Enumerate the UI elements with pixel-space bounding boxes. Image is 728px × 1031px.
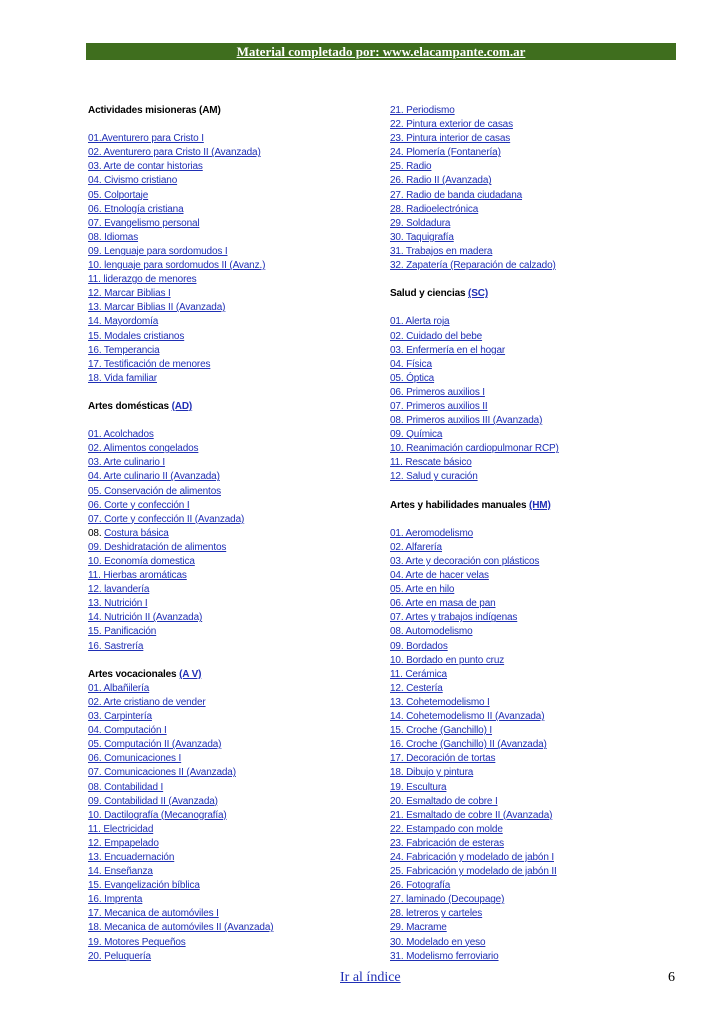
list-item xyxy=(88,259,378,273)
badge-link[interactable]: 12. Marcar Biblias I xyxy=(88,288,171,300)
list-item xyxy=(390,499,690,513)
badge-link[interactable]: 27. Radio de banda ciudadana xyxy=(390,189,523,201)
badge-link[interactable]: 06. Arte en masa de pan xyxy=(390,598,496,610)
list-item xyxy=(390,921,690,935)
badge-link[interactable]: 03. Arte y decoración con plásticos xyxy=(390,556,540,567)
badge-link[interactable]: 17. Mecanica de automóviles I xyxy=(88,908,219,920)
list-item xyxy=(390,456,690,470)
badge-link[interactable]: 25. Fabricación y modelado de jabón II xyxy=(390,866,557,878)
index-link[interactable]: Ir al índice xyxy=(340,970,401,985)
badge-link[interactable]: 15. Evangelización bíblica xyxy=(88,880,200,892)
list-item xyxy=(390,795,690,809)
list-item xyxy=(88,358,378,372)
badge-link[interactable]: 03. Arte culinario I xyxy=(88,457,166,469)
badge-link[interactable]: 19. Escultura xyxy=(390,781,447,793)
badge-link[interactable]: 07. Primeros auxilios II xyxy=(390,400,488,412)
list-item xyxy=(390,189,690,203)
list-item xyxy=(88,950,378,964)
list-item xyxy=(390,287,690,301)
list-item xyxy=(88,907,378,921)
list-item xyxy=(88,823,378,837)
badge-link[interactable]: 25. Radio xyxy=(390,161,432,173)
badge-link[interactable]: 14. Nutrición II (Avanzada) xyxy=(88,612,203,624)
list-item xyxy=(390,611,690,625)
list-item xyxy=(390,893,690,907)
list-item xyxy=(390,752,690,766)
badge-link[interactable]: 03. Carpintería xyxy=(88,711,152,723)
header-banner xyxy=(86,43,676,60)
list-item xyxy=(390,217,690,231)
list-item xyxy=(390,879,690,893)
badge-link[interactable]: 04. Física xyxy=(390,358,432,370)
list-item xyxy=(390,358,690,372)
list-item xyxy=(88,428,378,442)
list-item xyxy=(390,315,690,329)
badge-link[interactable]: 13. Encuadernación xyxy=(88,851,175,863)
list-item xyxy=(88,330,378,344)
list-item xyxy=(390,682,690,696)
list-item xyxy=(88,513,378,527)
badge-link[interactable]: 06. Comunicaciones I xyxy=(88,753,182,765)
list-item xyxy=(390,597,690,611)
badge-link[interactable]: 22. Pintura exterior de casas xyxy=(390,119,513,131)
badge-link[interactable]: 16. Sastrería xyxy=(88,640,144,652)
list-item xyxy=(88,851,378,865)
list-item xyxy=(88,541,378,555)
badge-link[interactable]: 01. Aeromodelismo xyxy=(390,527,474,539)
list-item xyxy=(390,766,690,780)
badge-link[interactable]: 10. Dactilografía (Mecanografía) xyxy=(88,809,227,821)
list-item xyxy=(88,795,378,809)
list-item xyxy=(390,104,690,118)
badge-link[interactable]: 16. Temperancia xyxy=(88,344,160,356)
list-item xyxy=(390,668,690,682)
list-item xyxy=(88,456,378,470)
list-item xyxy=(390,259,690,273)
list-item xyxy=(88,710,378,724)
badge-link[interactable]: 20. Peluquería xyxy=(88,950,151,962)
list-item xyxy=(88,555,378,569)
badge-link[interactable]: 29. Soldadura xyxy=(390,217,451,229)
badge-link[interactable]: 11. Rescate básico xyxy=(390,457,472,469)
badge-link[interactable]: 10. Economía domestica xyxy=(88,556,195,567)
list-item xyxy=(390,781,690,795)
list-item xyxy=(88,766,378,780)
badge-link[interactable]: 09. Contabilidad II (Avanzada) xyxy=(88,795,218,807)
badge-link[interactable]: 07. Comunicaciones II (Avanzada) xyxy=(88,767,236,779)
list-item xyxy=(88,485,378,499)
blank-line xyxy=(88,386,378,400)
badge-link[interactable]: 12. Salud y curación xyxy=(390,471,478,483)
list-item xyxy=(88,936,378,950)
badge-link[interactable]: 04. Arte de hacer velas xyxy=(390,570,489,582)
badge-link[interactable]: 17. Decoración de tortas xyxy=(390,753,496,765)
list-item xyxy=(390,738,690,752)
list-item xyxy=(88,174,378,188)
list-item xyxy=(88,682,378,696)
list-item xyxy=(390,118,690,132)
badge-link[interactable]: 05. Óptica xyxy=(390,372,435,384)
badge-link[interactable]: 07. Evangelismo personal xyxy=(88,217,200,229)
badge-link[interactable]: 06. Primeros auxilios I xyxy=(390,386,485,398)
badge-link[interactable]: 10. Bordado en punto cruz xyxy=(390,654,505,666)
list-item xyxy=(88,231,378,245)
list-item xyxy=(390,555,690,569)
badge-link[interactable]: 08. Automodelismo xyxy=(390,626,473,638)
badge-link[interactable]: 10. lenguaje para sordomudos II (Avanz.) xyxy=(88,260,266,272)
badge-link[interactable]: 32. Zapatería (Reparación de calzado) xyxy=(390,260,556,272)
left-column xyxy=(88,104,378,964)
badge-link[interactable]: 11. Electricidad xyxy=(88,823,154,835)
list-item xyxy=(390,132,690,146)
list-item xyxy=(88,837,378,851)
badge-link[interactable]: 08. Primeros auxilios III (Avanzada) xyxy=(390,415,543,427)
badge-link[interactable]: 13. Nutrición I xyxy=(88,598,148,610)
badge-link[interactable]: 04. Computación I xyxy=(88,725,167,737)
section-heading: Artes domésticas xyxy=(88,400,172,412)
badge-link[interactable]: 07. Corte y confección II (Avanzada) xyxy=(88,513,245,525)
badge-link[interactable]: 12. Cestería xyxy=(390,682,443,694)
list-item xyxy=(88,583,378,597)
list-item xyxy=(88,781,378,795)
badge-link[interactable]: Costura básica xyxy=(104,527,169,539)
list-item xyxy=(390,837,690,851)
badge-link[interactable]: 19. Motores Pequeños xyxy=(88,936,186,948)
badge-link[interactable]: 03. Arte de contar historias xyxy=(88,161,203,173)
list-item xyxy=(390,414,690,428)
badge-link[interactable]: 14. Enseñanza xyxy=(88,866,153,878)
list-item xyxy=(88,611,378,625)
badge-link[interactable]: 08. Idiomas xyxy=(88,231,139,243)
list-item xyxy=(390,936,690,950)
list-item xyxy=(88,287,378,301)
badge-link[interactable]: 01. Albañilería xyxy=(88,682,150,694)
list-item xyxy=(88,132,378,146)
badge-link[interactable]: 24. Plomería (Fontanería) xyxy=(390,147,501,159)
badge-link[interactable]: 08. Contabilidad I xyxy=(88,781,164,793)
list-item xyxy=(390,696,690,710)
list-item xyxy=(390,203,690,217)
list-item xyxy=(88,344,378,358)
list-item xyxy=(88,893,378,907)
list-item xyxy=(88,400,378,414)
badge-link[interactable]: 05. Colportaje xyxy=(88,189,149,201)
badge-link[interactable]: 28. letreros y carteles xyxy=(390,908,483,920)
badge-link[interactable]: 24. Fabricación y modelado de jabón I xyxy=(390,851,555,863)
badge-link[interactable]: 18. Vida familiar xyxy=(88,372,157,384)
list-item xyxy=(390,442,690,456)
list-item xyxy=(390,865,690,879)
list-item xyxy=(88,597,378,611)
blank-line xyxy=(390,485,690,499)
blank-line xyxy=(88,118,378,132)
blank-line xyxy=(88,414,378,428)
badge-link[interactable]: 05. Conservación de alimentos xyxy=(88,485,221,497)
list-item xyxy=(88,921,378,935)
badge-link[interactable]: 09. Deshidratación de alimentos xyxy=(88,541,227,553)
list-item xyxy=(390,231,690,245)
badge-link[interactable]: 18. Dibujo y pintura xyxy=(390,767,474,779)
list-item xyxy=(88,527,378,541)
badge-link[interactable]: 09. Lenguaje para sordomudos I xyxy=(88,245,228,257)
section-code-link[interactable]: (A V) xyxy=(179,668,202,680)
list-item xyxy=(390,569,690,583)
badge-link[interactable]: 31. Modelismo ferroviario xyxy=(390,950,499,962)
badge-link[interactable]: 09. Bordados xyxy=(390,640,448,652)
badge-link[interactable]: 13. Cohetemodelismo I xyxy=(390,696,490,708)
list-item xyxy=(390,851,690,865)
badge-link[interactable]: 11. liderazgo de menores xyxy=(88,274,197,286)
badge-link[interactable]: 01. Acolchados xyxy=(88,429,154,441)
badge-link[interactable]: 30. Taquigrafía xyxy=(390,231,454,243)
badge-link[interactable]: 15. Panificación xyxy=(88,626,157,638)
list-item xyxy=(88,809,378,823)
badge-link[interactable]: 22. Estampado con molde xyxy=(390,823,503,835)
right-column xyxy=(390,104,690,964)
list-item xyxy=(390,527,690,541)
badge-link[interactable]: 31. Trabajos en madera xyxy=(390,245,493,257)
badge-link[interactable]: 06. Corte y confección I xyxy=(88,499,190,511)
section-code-link[interactable]: (AD) xyxy=(171,400,193,412)
list-item xyxy=(88,625,378,639)
list-item xyxy=(88,499,378,513)
list-item xyxy=(88,569,378,583)
badge-link[interactable]: 29. Macrame xyxy=(390,922,447,934)
badge-link[interactable]: 02. Alfarería xyxy=(390,541,442,553)
section-code-link[interactable]: (SC) xyxy=(468,288,488,300)
badge-link[interactable]: 06. Etnología cristiana xyxy=(88,203,184,215)
list-item xyxy=(88,315,378,329)
banner-text[interactable]: Material completado por: www.elacampante.com.ar xyxy=(236,44,526,59)
section-heading: Actividades misioneras (AM) xyxy=(88,105,221,116)
list-item xyxy=(88,146,378,160)
list-item xyxy=(88,245,378,259)
badge-link[interactable]: 04. Civismo cristiano xyxy=(88,175,178,187)
section-heading: Salud y ciencias xyxy=(390,288,469,300)
badge-link[interactable]: 14. Mayordomía xyxy=(88,316,159,328)
list-item xyxy=(390,372,690,386)
badge-link[interactable]: 14. Cohetemodelismo II (Avanzada) xyxy=(390,711,545,723)
list-item xyxy=(88,372,378,386)
list-item xyxy=(390,950,690,964)
list-item xyxy=(88,104,378,118)
badge-link[interactable]: 07. Artes y trabajos indígenas xyxy=(390,612,518,624)
list-item xyxy=(88,189,378,203)
badge-link[interactable]: 01.Aventurero para Cristo I xyxy=(88,133,204,145)
badge-link[interactable]: 30. Modelado en yeso xyxy=(390,936,486,948)
badge-link[interactable]: 21. Periodismo xyxy=(390,105,455,116)
list-item xyxy=(390,344,690,358)
badge-link[interactable]: 16. Imprenta xyxy=(88,894,143,906)
badge-link[interactable]: 09. Química xyxy=(390,429,443,441)
badge-link[interactable]: 05. Computación II (Avanzada) xyxy=(88,739,222,751)
list-item xyxy=(390,654,690,668)
badge-link[interactable]: 20. Esmaltado de cobre I xyxy=(390,795,498,807)
badge-link[interactable]: 15. Modales cristianos xyxy=(88,330,185,342)
list-item xyxy=(88,442,378,456)
list-item xyxy=(390,428,690,442)
badge-link[interactable]: 28. Radioelectrónica xyxy=(390,203,479,215)
badge-link[interactable]: 26. Fotografía xyxy=(390,880,451,892)
badge-link[interactable]: 11. Hierbas aromáticas xyxy=(88,570,187,582)
badge-link[interactable]: 04. Arte culinario II (Avanzada) xyxy=(88,471,220,483)
list-item xyxy=(88,273,378,287)
badge-link[interactable]: 10. Reanimación cardiopulmonar RCP) xyxy=(390,443,559,455)
list-item xyxy=(390,245,690,259)
badge-link[interactable]: 23. Fabricación de esteras xyxy=(390,837,504,849)
list-item xyxy=(390,330,690,344)
badge-link[interactable]: 21. Esmaltado de cobre II (Avanzada) xyxy=(390,809,553,821)
badge-link[interactable]: 26. Radio II (Avanzada) xyxy=(390,175,492,187)
list-item xyxy=(88,724,378,738)
list-item xyxy=(88,865,378,879)
list-item xyxy=(390,386,690,400)
blank-line xyxy=(390,301,690,315)
badge-link[interactable]: 02. Aventurero para Cristo II (Avanzada) xyxy=(88,147,261,159)
list-item xyxy=(390,809,690,823)
badge-link[interactable]: 01. Alerta roja xyxy=(390,316,450,328)
list-item xyxy=(390,541,690,555)
list-item xyxy=(88,217,378,231)
list-item xyxy=(390,470,690,484)
list-item xyxy=(88,640,378,654)
badge-link[interactable]: 12. Empapelado xyxy=(88,837,159,849)
blank-line xyxy=(88,654,378,668)
badge-link[interactable]: 18. Mecanica de automóviles II (Avanzada) xyxy=(88,922,274,934)
badge-link[interactable]: 02. Alimentos congelados xyxy=(88,443,199,455)
list-item xyxy=(390,710,690,724)
badge-link[interactable]: 16. Croche (Ganchillo) II (Avanzada) xyxy=(390,739,547,751)
list-item xyxy=(88,738,378,752)
section-code-link[interactable]: (HM) xyxy=(529,499,551,511)
list-item xyxy=(390,907,690,921)
badge-link[interactable]: 13. Marcar Biblias II (Avanzada) xyxy=(88,302,226,314)
list-item xyxy=(88,203,378,217)
list-item xyxy=(88,301,378,315)
badge-link[interactable]: 12. lavandería xyxy=(88,584,150,596)
badge-link[interactable]: 27. laminado (Decoupage) xyxy=(390,894,505,906)
list-item xyxy=(390,823,690,837)
badge-link[interactable]: 15. Croche (Ganchillo) I xyxy=(390,725,493,737)
list-item xyxy=(390,146,690,160)
list-item xyxy=(88,668,378,682)
list-item xyxy=(88,470,378,484)
page-number: 6 xyxy=(668,970,675,985)
list-item xyxy=(390,724,690,738)
list-item xyxy=(88,160,378,174)
badge-link[interactable]: 02. Cuidado del bebe xyxy=(390,330,483,342)
list-item xyxy=(390,625,690,639)
blank-line xyxy=(390,513,690,527)
list-item xyxy=(390,160,690,174)
list-item xyxy=(390,583,690,597)
list-item xyxy=(88,752,378,766)
badge-link[interactable]: 17. Testificación de menores xyxy=(88,358,211,370)
badge-link[interactable]: 05. Arte en hilo xyxy=(390,584,455,596)
section-heading: Artes vocacionales xyxy=(88,668,180,680)
list-item xyxy=(390,400,690,414)
list-item xyxy=(390,640,690,654)
badge-link[interactable]: 11. Cerámica xyxy=(390,668,447,680)
badge-link[interactable]: 02. Arte cristiano de vender xyxy=(88,696,206,708)
badge-link[interactable]: 23. Pintura interior de casas xyxy=(390,133,511,145)
blank-line xyxy=(390,273,690,287)
section-heading: Artes y habilidades manuales xyxy=(390,499,530,511)
list-item xyxy=(88,696,378,710)
badge-link[interactable]: 03. Enfermería en el hogar xyxy=(390,344,506,356)
list-item xyxy=(88,879,378,893)
item-number: 08. xyxy=(88,527,105,539)
list-item xyxy=(390,174,690,188)
